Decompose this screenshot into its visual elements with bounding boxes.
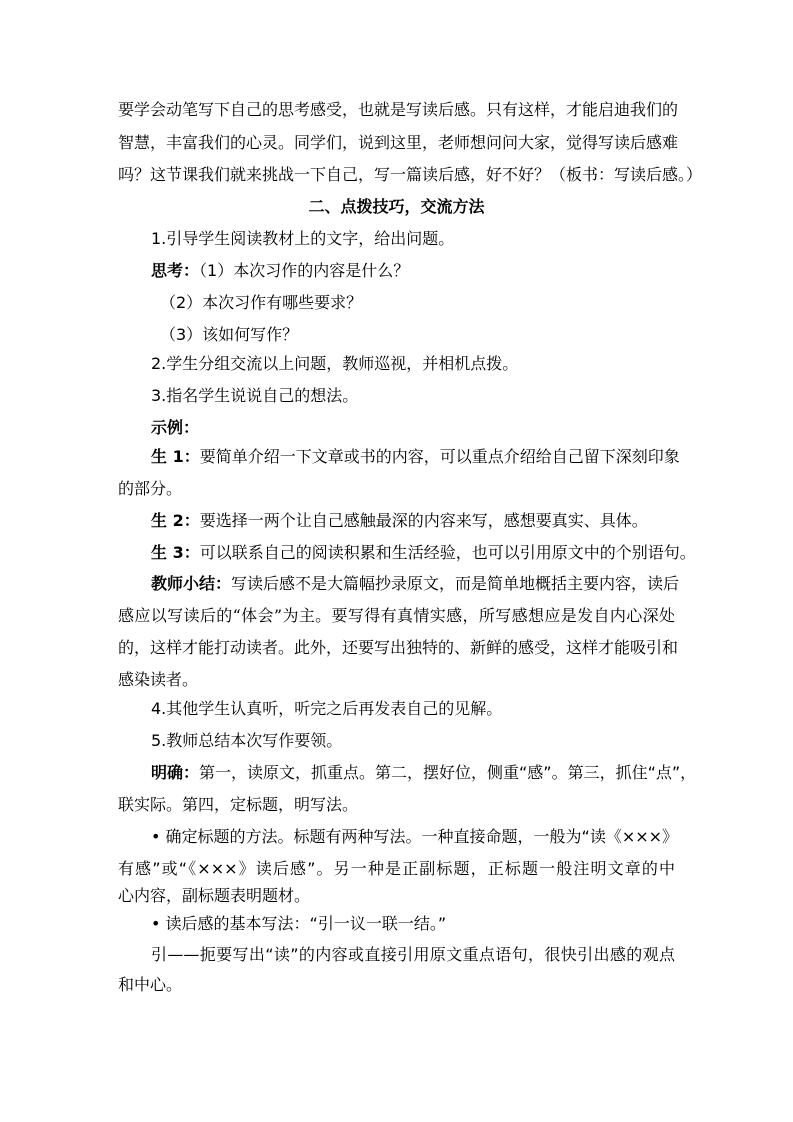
yin-line-2: 和中心。: [118, 975, 183, 994]
step-2: 2.学生分组交流以上问题，教师巡视，并相机点拨。: [151, 354, 519, 373]
teacher-summary-line-2: 感应以写读后的“体会”为主。要写得有真情实感，所写感想应是发自内心深处: [118, 606, 675, 625]
question-1: （1）本次习作的内容是什么？: [199, 261, 410, 280]
teacher-summary-label: 教师小结：: [151, 574, 232, 593]
student-1-line-1: [151, 446, 680, 468]
intro-line-2: 智慧，丰富我们的心灵。同学们，说到这里，老师想问问大家，觉得写读后感难: [118, 133, 679, 152]
bullet-title-line-3: 心内容，副标题表明题材。: [118, 886, 311, 905]
student-1-text: 要简单介绍一下文章或书的内容，可以重点介绍给自己留下深刻印象: [199, 447, 680, 466]
step-1: 1.引导学生阅读教材上的文字，给出问题。: [151, 229, 455, 248]
step-4: 4.其他学生认真听，听完之后再发表自己的见解。: [151, 699, 503, 718]
student-3-text: 可以联系自己的阅读积累和生活经验，也可以引用原文中的个别语句。: [199, 543, 696, 562]
teacher-summary-line-4: 感染读者。: [118, 670, 199, 689]
clear-line-2: 联实际。第四，定标题，明写法。: [118, 795, 359, 814]
student-2-text: 要选择一两个让自己感触最深的内容来写，感想要真实、具体。: [199, 511, 648, 530]
teacher-summary-line-1: [151, 573, 680, 595]
student-1-line-2: 的部分。: [118, 479, 183, 498]
step-5: 5.教师总结本次写作要领。: [151, 731, 343, 750]
student-3-line: [151, 542, 696, 564]
student-1-label: 生 1：: [151, 447, 200, 466]
bullet-title-line-1: • 确定标题的方法。标题有两种写法。一种直接命题，一般为“读《×××》: [151, 827, 679, 846]
bullet-method: • 读后感的基本写法：“引一议一联一结。”: [151, 914, 447, 933]
student-3-label: 生 3：: [151, 543, 200, 562]
step-3: 3.指名学生说说自己的想法。: [151, 386, 359, 405]
think-label: 思考：: [151, 261, 200, 280]
think-paragraph: [151, 260, 409, 282]
clear-line-1: [151, 762, 697, 784]
question-3: （3）该如何写作？: [160, 325, 299, 344]
teacher-summary-line-3: 的，这样才能打动读者。此外，还要写出独特的、新鲜的感受，这样才能吸引和: [118, 638, 679, 657]
example-label: 示例：: [151, 418, 200, 437]
student-2-line: [151, 510, 648, 532]
clear-label: 明确：: [151, 763, 200, 782]
yin-line-1: 引——扼要写出“读”的内容或直接引用原文重点语句，很快引出感的观点: [151, 945, 675, 964]
clear-text: 第一，读原文，抓重点。第二，摆好位，侧重“感”。第三，抓住“点”，: [199, 763, 697, 782]
question-2: （2）本次习作有哪些要求？: [160, 293, 363, 312]
intro-line-1: 要学会动笔写下自己的思考感受，也就是写读后感。只有这样，才能启迪我们的: [118, 100, 679, 119]
section-heading: 二、点拨技巧，交流方法: [308, 197, 485, 216]
bullet-title-line-2: 有感”或“《×××》读后感”。另一种是正副标题，正标题一般注明文章的中: [118, 859, 675, 878]
student-2-label: 生 2：: [151, 511, 200, 530]
intro-line-3: 吗？这节课我们就来挑战一下自己，写一篇读后感，好不好？（板书：写读后感。）: [118, 165, 703, 184]
teacher-summary-text: 写读后感不是大篇幅抄录原文，而是简单地概括主要内容，读后: [231, 574, 680, 593]
